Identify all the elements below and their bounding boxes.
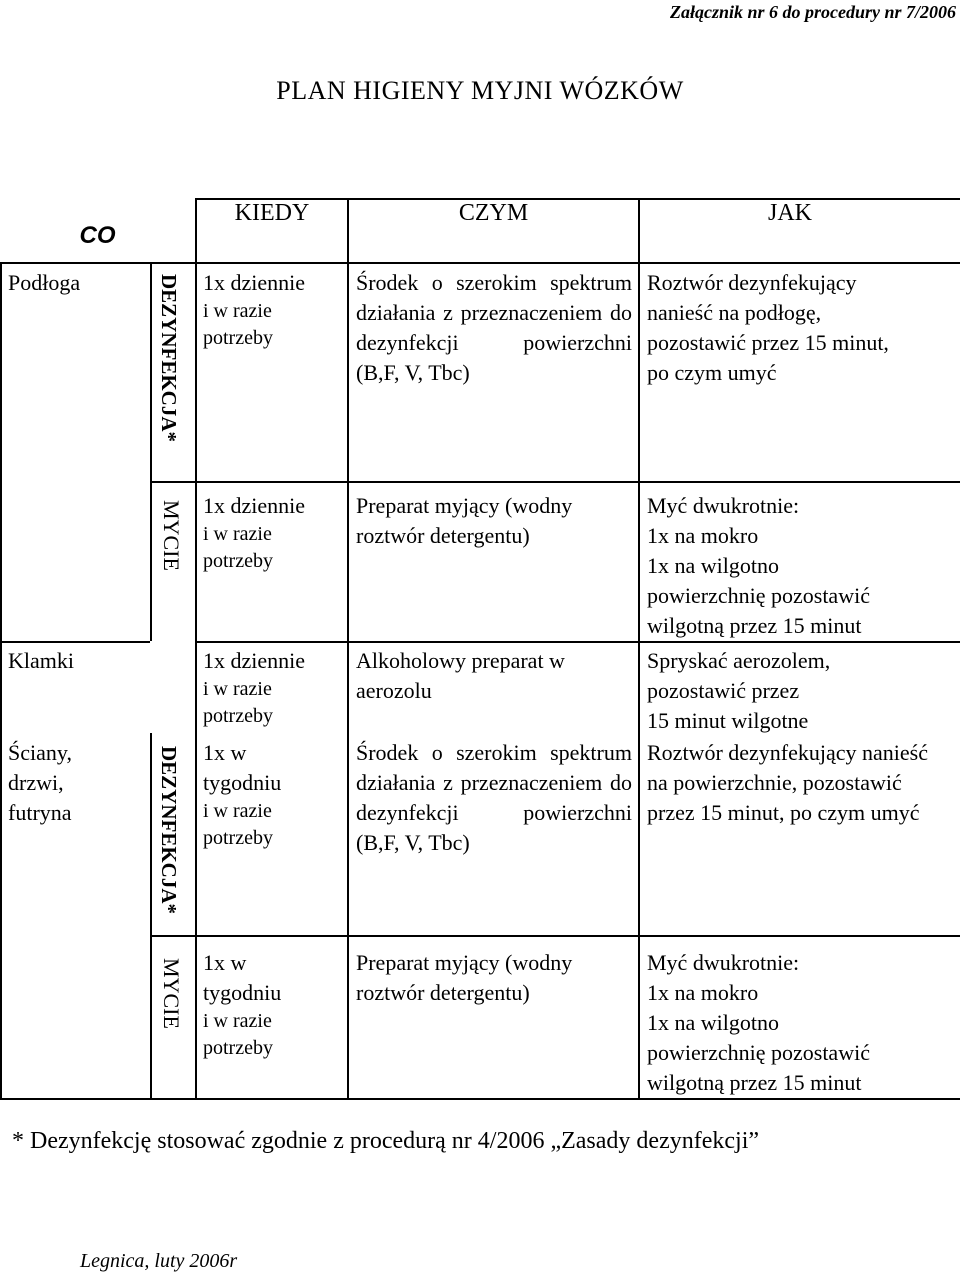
jak-line: 1x na wilgotno bbox=[647, 1010, 779, 1035]
row-podloga-jak: Roztwór dezynfekujący nanieść na podłogę, pozostawić przez 15 minut, po czym umyć bbox=[647, 270, 889, 385]
kiedy-main: 1x w tygodniu bbox=[203, 740, 282, 795]
table-line-col1 bbox=[150, 262, 152, 641]
annex-label: Załącznik nr 6 do procedury nr 7/2006 bbox=[669, 2, 956, 22]
row-sciany-co: Ściany, drzwi, futryna bbox=[8, 740, 72, 825]
table-line-row1 bbox=[150, 481, 960, 483]
row-sciany-type: DEZYNFEKCJA* bbox=[157, 746, 181, 915]
row-sciany-mycie-type: MYCIE bbox=[159, 958, 184, 1029]
row-podloga-mycie-jak bbox=[647, 491, 947, 641]
jak-line: pozostawić przez bbox=[647, 678, 800, 703]
kiedy-main: 1x dziennie bbox=[203, 493, 306, 518]
jak-line: 15 minut wilgotne bbox=[647, 708, 809, 733]
czym-text: Środek o szerokim spektrum działania z przeznaczeniem do dezynfekcji powierzchni bbox=[356, 740, 632, 825]
jak-line: powierzchnię pozostawić bbox=[647, 583, 870, 608]
czym-pathogens: (B,F, V, Tbc) bbox=[356, 360, 470, 385]
kiedy-sub: i w razie potrzeby bbox=[203, 523, 273, 572]
kiedy-main: 1x w tygodniu bbox=[203, 950, 282, 1005]
footnote: * Dezynfekcję stosować zgodnie z procedurą nr 4/2006 „Zasady dezynfekcji” bbox=[12, 1128, 760, 1154]
row-sciany-kiedy bbox=[203, 738, 323, 852]
kiedy-sub: i w razie potrzeby bbox=[203, 800, 273, 849]
row-klamki-czym: Alkoholowy preparat w aerozolu bbox=[356, 648, 565, 703]
row-podloga-mycie-czym: Preparat myjący (wodny roztwór detergentu) bbox=[356, 493, 573, 548]
row-podloga-co: Podłoga bbox=[8, 270, 81, 295]
row-sciany-jak: Roztwór dezynfekujący nanieść na powierzchnie, pozostawić przez 15 minut, po czym umyć bbox=[647, 740, 928, 825]
kiedy-sub: i w razie potrzeby bbox=[203, 300, 273, 349]
row-sciany-mycie-kiedy bbox=[203, 948, 323, 1062]
header-jak: JAK bbox=[767, 200, 812, 226]
czym-pathogens: (B,F, V, Tbc) bbox=[356, 830, 470, 855]
header-co: CO bbox=[79, 222, 116, 249]
table-line-row2b bbox=[195, 641, 960, 643]
jak-line: wilgotną przez 15 minut bbox=[647, 1070, 862, 1095]
kiedy-sub: i w razie potrzeby bbox=[203, 678, 273, 727]
jak-line: wilgotną przez 15 minut bbox=[647, 613, 862, 638]
jak-line: 1x na wilgotno bbox=[647, 553, 779, 578]
table-line-col2 bbox=[195, 198, 197, 1100]
table-line-col1b bbox=[150, 733, 152, 1100]
jak-line: Spryskać aerozolem, bbox=[647, 648, 831, 673]
table-line-col4 bbox=[638, 198, 640, 1100]
kiedy-sub: i w razie potrzeby bbox=[203, 1010, 273, 1059]
kiedy-main: 1x dziennie bbox=[203, 270, 306, 295]
table-line-row3 bbox=[150, 935, 960, 937]
jak-line: 1x na mokro bbox=[647, 523, 759, 548]
page-title: PLAN HIGIENY MYJNI WÓZKÓW bbox=[276, 76, 684, 105]
row-podloga-kiedy bbox=[203, 268, 343, 352]
row-podloga-mycie-kiedy bbox=[203, 491, 343, 575]
row-klamki-kiedy bbox=[203, 646, 343, 730]
jak-line: 1x na mokro bbox=[647, 980, 759, 1005]
city-date: Legnica, luty 2006r bbox=[80, 1250, 238, 1272]
header-czym: CZYM bbox=[458, 200, 529, 226]
table-line-col3 bbox=[347, 198, 349, 1100]
jak-line: powierzchnię pozostawić bbox=[647, 1040, 870, 1065]
table-line-header bbox=[0, 262, 960, 264]
kiedy-main: 1x dziennie bbox=[203, 648, 306, 673]
row-sciany-mycie-czym: Preparat myjący (wodny roztwór detergentu) bbox=[356, 950, 573, 1005]
row-sciany-czym bbox=[356, 738, 632, 858]
czym-text: Środek o szerokim spektrum działania z przeznaczeniem do dezynfekcji powierzchni bbox=[356, 270, 632, 355]
row-podloga-czym bbox=[356, 268, 632, 388]
row-klamki-jak bbox=[647, 646, 947, 736]
jak-line: Myć dwukrotnie: bbox=[647, 950, 800, 975]
table-line-row2 bbox=[0, 641, 150, 643]
table-border-bottom bbox=[0, 1098, 960, 1100]
row-klamki-co: Klamki bbox=[8, 648, 74, 673]
jak-line: Myć dwukrotnie: bbox=[647, 493, 800, 518]
row-podloga-mycie-type: MYCIE bbox=[159, 500, 184, 571]
row-podloga-type: DEZYNFEKCJA* bbox=[157, 274, 181, 443]
row-sciany-mycie-jak bbox=[647, 948, 947, 1098]
header-kiedy: KIEDY bbox=[234, 200, 310, 226]
table-border-left bbox=[0, 262, 2, 1100]
